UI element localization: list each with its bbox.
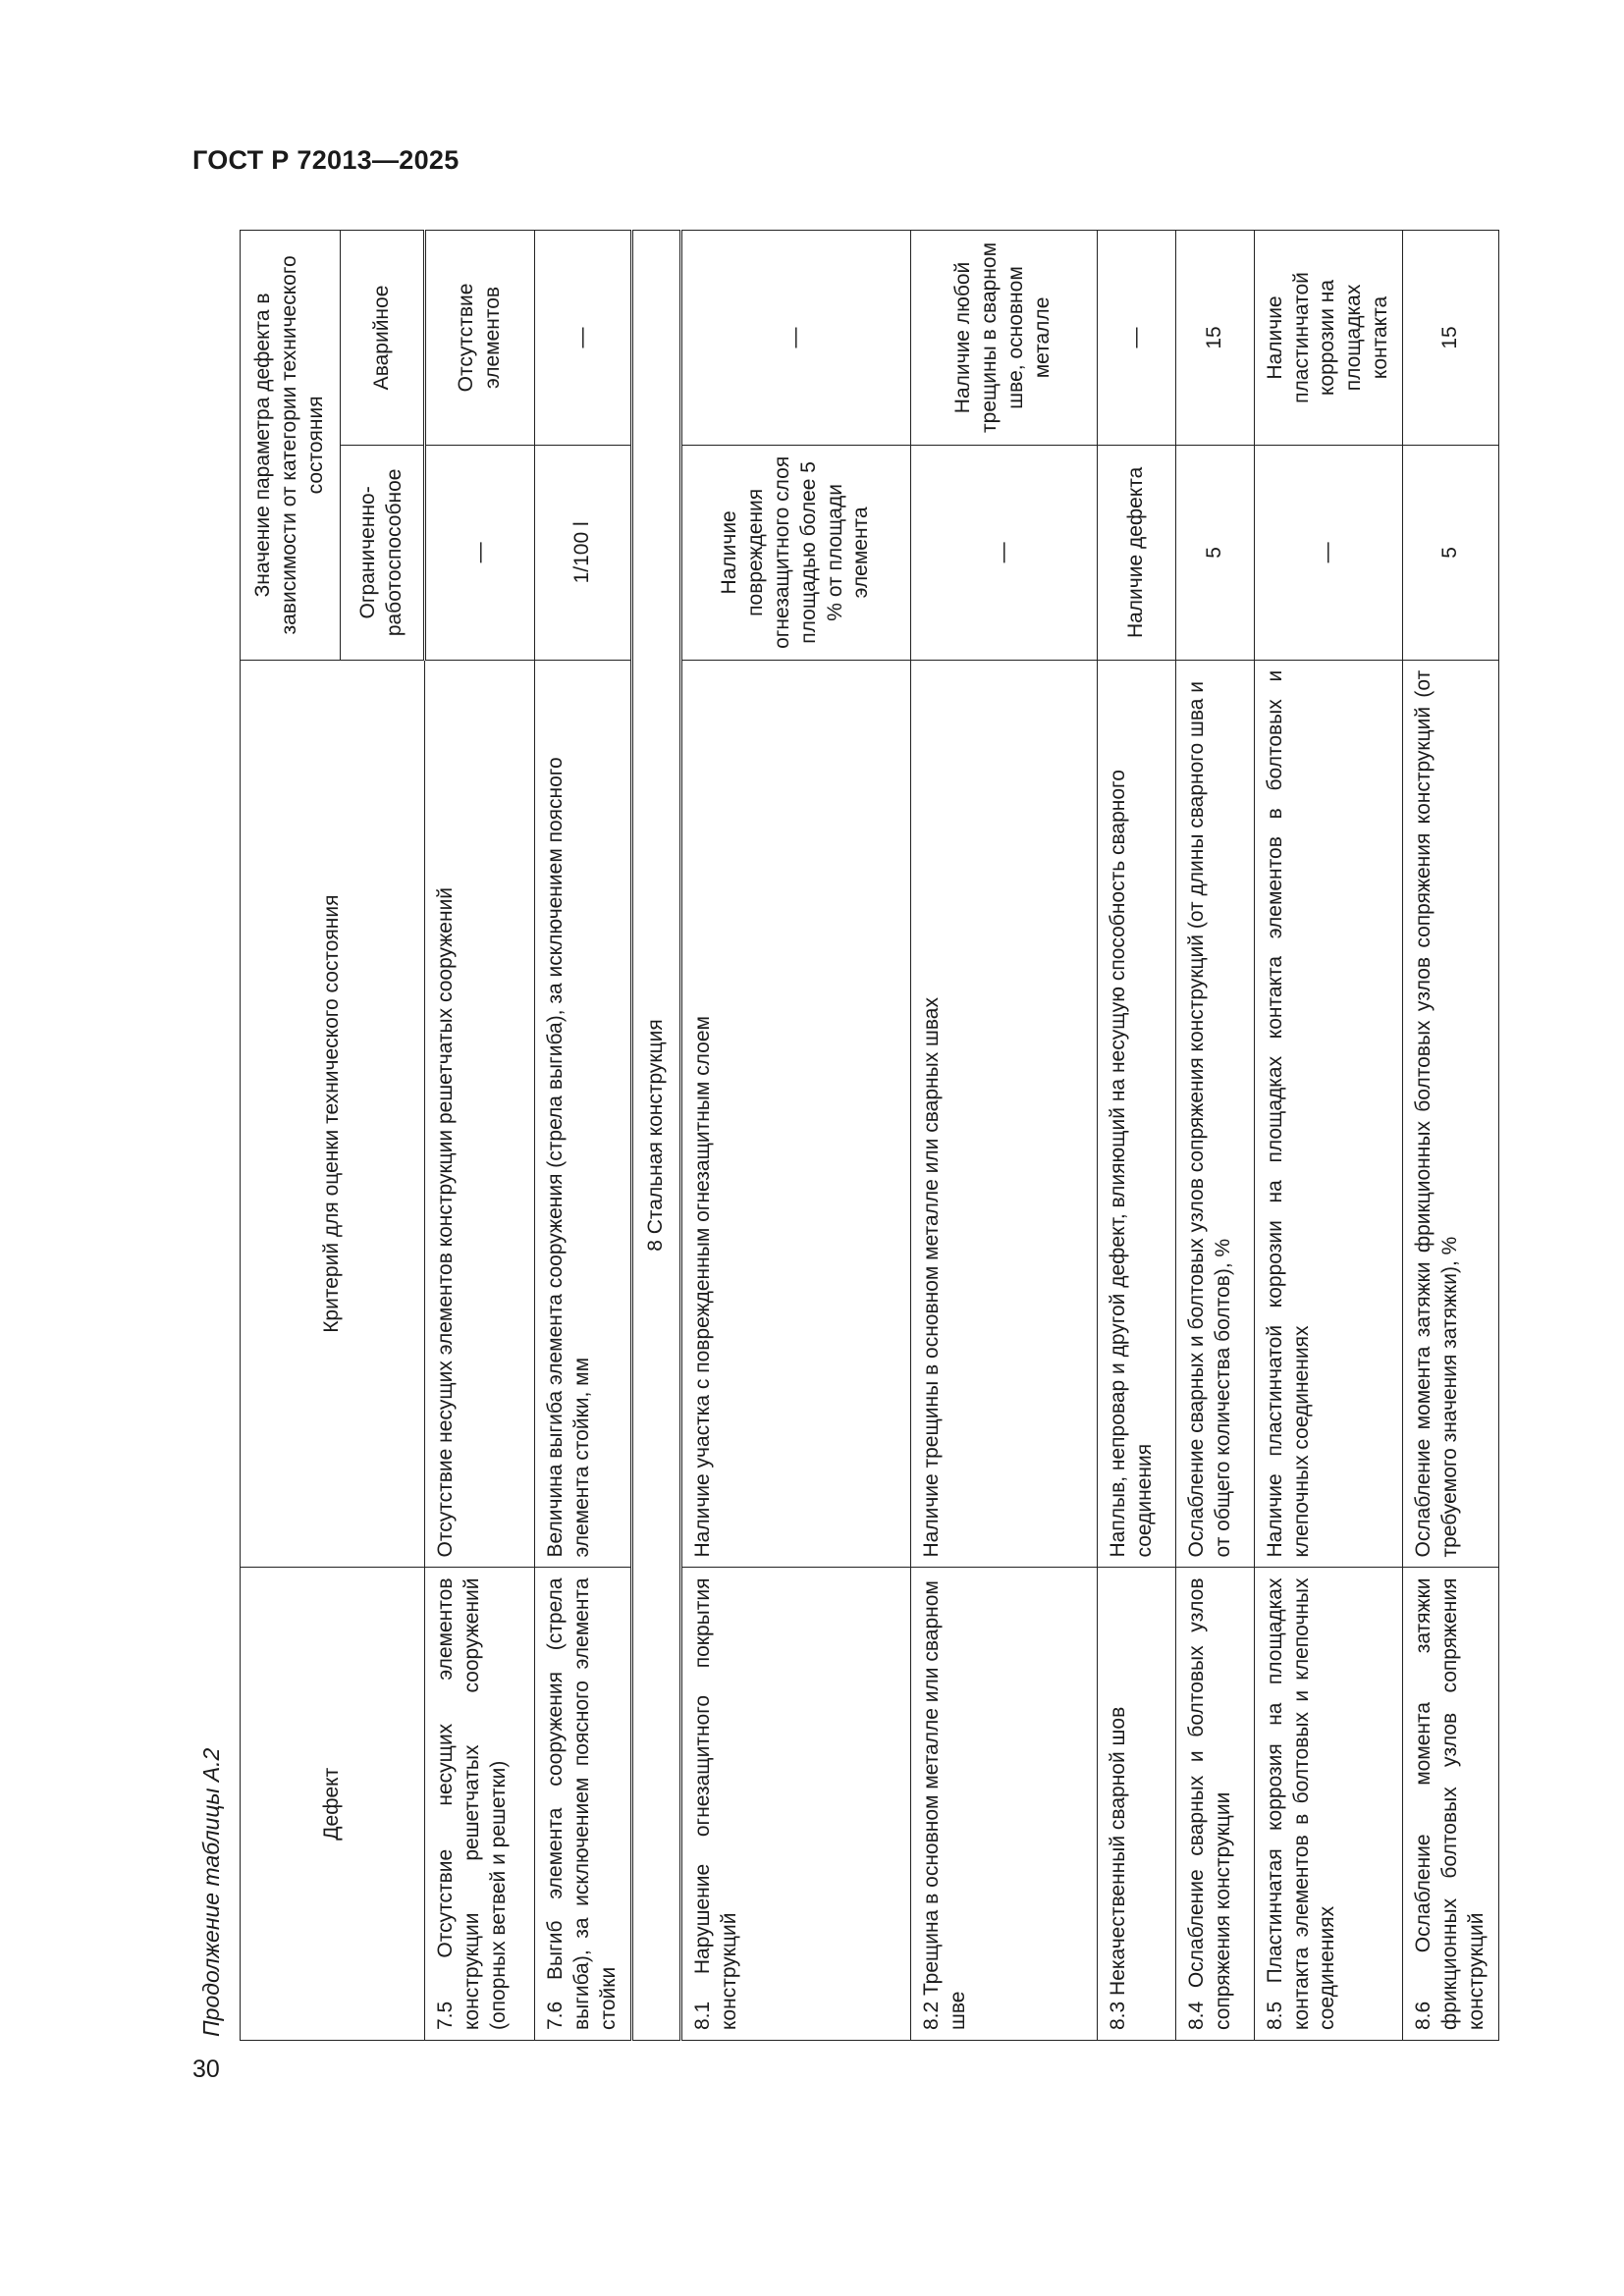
defect-cell: 8.1 Нарушение огнезащитного покрытия конструкций (680, 1568, 910, 2041)
criterion-cell: Величина выгиба элемента сооружения (стрела выгиба), за исключением поясного элемента стойки, мм (535, 660, 632, 1568)
limited-value: — (1254, 445, 1402, 660)
emergency-value: Отсутствие элементов (425, 231, 535, 446)
emergency-value: 15 (1403, 231, 1499, 446)
criterion-cell: Ослабление сварных и болтовых узлов сопряжения конструкций (от длины сварного шва и от общего количества болтов), % (1175, 660, 1254, 1568)
limited-value: Наличие повреждения огнезащитного слоя площадью более 5 % от площади элемента (680, 445, 910, 660)
defects-table (240, 230, 1499, 2041)
defect-cell: 8.6 Ослабление момента затяжки фрикционных болтовых узлов сопряжения конструкций (1403, 1568, 1499, 2041)
defect-cell: 7.5 Отсутствие несущих элементов конструкции решетчатых сооружений (опорных ветвей и решетки) (425, 1568, 535, 2041)
section-title: 8 Стальная конструкция (631, 231, 680, 2041)
table-row (680, 231, 910, 2041)
defect-cell: 8.2 Трещина в основном металле или сварном шве (910, 1568, 1097, 2041)
defect-cell: 8.5 Пластинчатая коррозия на площадках контакта элементов в болтовых и клепочных соединениях (1254, 1568, 1402, 2041)
criterion-cell: Наплыв, непровар и другой дефект, влияющий на несущую способность сварного соединения (1097, 660, 1175, 1568)
col-header-criterion: Критерий для оценки технического состояния (241, 660, 425, 1568)
col-header-defect: Дефект (241, 1568, 425, 2041)
emergency-value: — (680, 231, 910, 446)
table-caption: Продолжение таблицы А.2 (198, 1747, 224, 2037)
emergency-value: Наличие любой трещины в сварном шве, основном металле (910, 231, 1097, 446)
limited-value: — (910, 445, 1097, 660)
emergency-value: — (535, 231, 632, 446)
emergency-value: — (1097, 231, 1175, 446)
col-header-value-group: Значение параметра дефекта в зависимости от категории технического состояния (241, 231, 341, 661)
emergency-value: Наличие пластинчатой коррозии на площадках контакта (1254, 231, 1402, 446)
criterion-cell: Ослабление момента затяжки фрикционных болтовых узлов сопряжения конструкций (от требуемого значения затяжки), % (1403, 660, 1499, 1568)
page-number: 30 (192, 2056, 220, 2083)
table-row (1097, 231, 1175, 2041)
defect-cell: 8.3 Некачественный сварной шов (1097, 1568, 1175, 2041)
criterion-cell: Наличие трещины в основном металле или сварных швах (910, 660, 1097, 1568)
criterion-cell: Отсутствие несущих элементов конструкции решетчатых сооружений (425, 660, 535, 1568)
limited-value: 5 (1403, 445, 1499, 660)
criterion-cell: Наличие пластинчатой коррозии на площадках контакта элементов в болтовых и клепочных соединениях (1254, 660, 1402, 1568)
table-row (1403, 231, 1499, 2041)
table-row (1254, 231, 1402, 2041)
emergency-value: 15 (1175, 231, 1254, 446)
limited-value: 1/100 l (535, 445, 632, 660)
table-row (910, 231, 1097, 2041)
limited-value: — (425, 445, 535, 660)
section-row (631, 231, 680, 2041)
document-header: ГОСТ Р 72013—2025 (192, 145, 460, 175)
defect-cell: 7.6 Выгиб элемента сооружения (стрела выгиба), за исключением поясного элемента стойки (535, 1568, 632, 2041)
table-row (535, 231, 632, 2041)
limited-value: Наличие дефекта (1097, 445, 1175, 660)
criterion-cell: Наличие участка с поврежденным огнезащитным слоем (680, 660, 910, 1568)
table-row (1175, 231, 1254, 2041)
limited-value: 5 (1175, 445, 1254, 660)
rotated-table-container (240, 230, 1488, 2041)
defect-cell: 8.4 Ослабление сварных и болтовых узлов сопряжения конструкции (1175, 1568, 1254, 2041)
col-header-emergency: Аварийное (341, 231, 425, 446)
table-row (425, 231, 535, 2041)
col-header-limited: Ограниченно-работоспособное (341, 445, 425, 660)
